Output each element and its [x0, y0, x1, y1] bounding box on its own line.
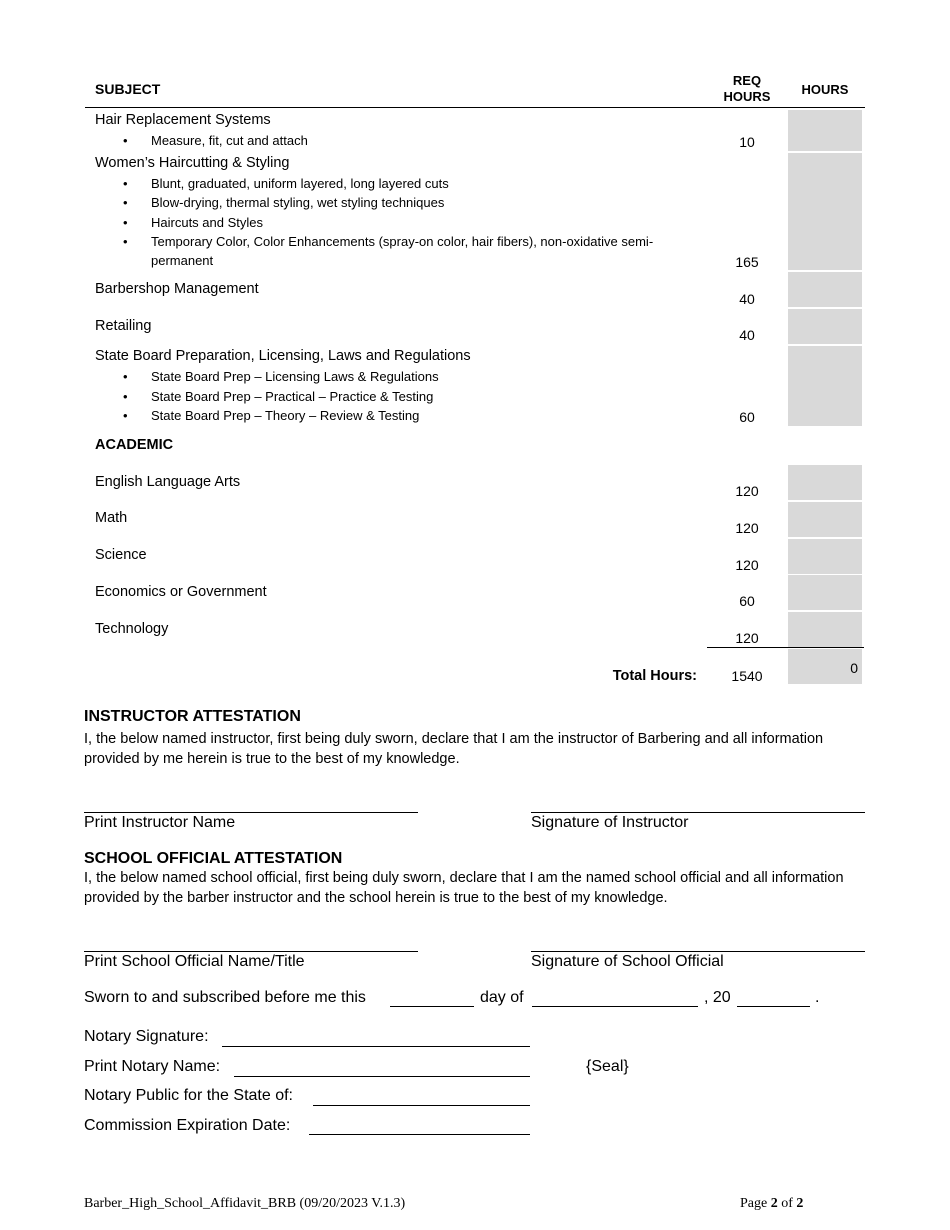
official-name-line[interactable] — [84, 951, 418, 952]
req-hours-value: 40 — [739, 327, 755, 343]
req-hours-value: 165 — [735, 254, 759, 270]
bullet-item: • Temporary Color, Color Enhancements (spray-on color, hair fibers), non-oxidative semi- — [151, 234, 653, 249]
subject-womens-haircutting: Women’s Haircutting & Styling — [95, 155, 290, 171]
bullet-item: • Haircuts and Styles — [151, 215, 263, 230]
bullet-item: • State Board Prep – Licensing Laws & Regulations — [151, 369, 439, 384]
subject-hair-replacement: Hair Replacement Systems — [95, 112, 271, 128]
instructor-name-line[interactable] — [84, 812, 418, 813]
subject-header: SUBJECT — [95, 81, 161, 97]
official-attestation-text: I, the below named school official, first being duly sworn, declare that I am the named school official and all information provided by the barber instructor and the school herein is true to the best of my knowledge. — [84, 870, 844, 906]
subject-science: Science — [95, 547, 147, 563]
req-hours-value: 120 — [735, 483, 759, 499]
hours-input-english[interactable] — [788, 465, 862, 500]
page-current: 2 — [770, 1196, 778, 1211]
commission-expiration-line[interactable] — [309, 1134, 530, 1135]
instructor-attestation-title: INSTRUCTOR ATTESTATION — [84, 708, 301, 725]
sworn-day-line[interactable] — [390, 1006, 474, 1007]
page-of: of — [777, 1196, 797, 1211]
page-total: 2 — [796, 1196, 804, 1211]
req-hours-value: 120 — [735, 520, 759, 536]
hours-input-math[interactable] — [788, 502, 862, 537]
bullet-item-continuation: permanent — [151, 253, 214, 268]
bullet-item: • State Board Prep – Theory – Review & Testing — [151, 408, 419, 423]
bullet-item: • Blunt, graduated, uniform layered, long layered cuts — [151, 176, 449, 191]
subject-economics: Economics or Government — [95, 584, 267, 600]
official-signature-label: Signature of School Official — [531, 953, 724, 970]
hours-header: HOURS — [801, 82, 849, 97]
req-hours-value: 120 — [735, 557, 759, 573]
footer-page-number — [740, 1196, 803, 1212]
hours-input-retailing[interactable] — [788, 309, 862, 344]
bullet-item: • Measure, fit, cut and attach — [151, 133, 308, 148]
total-divider — [707, 647, 864, 648]
total-hours-value: 0 — [850, 660, 858, 676]
sworn-month-line[interactable] — [532, 1006, 698, 1007]
total-req-hours: 1540 — [731, 668, 763, 684]
official-name-label: Print School Official Name/Title — [84, 953, 305, 970]
req-hours-header-line1: REQ — [732, 73, 762, 88]
header-divider — [85, 107, 865, 108]
subject-barbershop-management: Barbershop Management — [95, 281, 259, 297]
hours-input-womens-haircutting[interactable] — [788, 153, 862, 270]
req-hours-value: 40 — [739, 291, 755, 307]
instructor-attestation-text: I, the below named instructor, first being duly sworn, declare that I am the instructor of Barbering and all information provided by me herein is true to the best of my knowledge. — [84, 731, 824, 767]
sworn-prefix: Sworn to and subscribed before me this — [84, 989, 366, 1006]
subject-state-board: State Board Preparation, Licensing, Laws and Regulations — [95, 348, 471, 364]
official-signature-line[interactable] — [531, 951, 865, 952]
subject-retailing: Retailing — [95, 318, 152, 334]
notary-print-name-label: Print Notary Name: — [84, 1058, 221, 1075]
instructor-name-label: Print Instructor Name — [84, 814, 236, 831]
total-hours-field — [788, 649, 862, 684]
academic-header: ACADEMIC — [95, 437, 174, 453]
notary-state-label: Notary Public for the State of: — [84, 1087, 293, 1104]
total-hours-label: Total Hours: — [612, 668, 697, 684]
hours-input-science[interactable] — [788, 539, 862, 574]
official-attestation-title: SCHOOL OFFICIAL ATTESTATION — [84, 850, 343, 867]
req-hours-header — [707, 73, 787, 105]
hours-input-state-board[interactable] — [788, 346, 862, 426]
instructor-signature-line[interactable] — [531, 812, 865, 813]
hours-input-barbershop-management[interactable] — [788, 272, 862, 307]
subject-math: Math — [95, 510, 128, 526]
subject-technology: Technology — [95, 621, 169, 637]
req-hours-header-line2: HOURS — [723, 89, 771, 104]
sworn-day-of: day of — [480, 989, 524, 1006]
bullet-item: • State Board Prep – Practical – Practice & Testing — [151, 389, 433, 404]
sworn-period: . — [815, 989, 820, 1006]
hours-input-hair-replacement[interactable] — [788, 110, 862, 151]
req-hours-value: 120 — [735, 630, 759, 646]
seal-placeholder: {Seal} — [586, 1058, 629, 1075]
sworn-year-line[interactable] — [737, 1006, 810, 1007]
bullet-item: • Blow-drying, thermal styling, wet styling techniques — [151, 195, 444, 210]
req-hours-value: 10 — [739, 134, 755, 150]
hours-input-technology[interactable] — [788, 612, 862, 647]
sworn-year-prefix: , 20 — [704, 989, 731, 1006]
commission-expiration-label: Commission Expiration Date: — [84, 1117, 291, 1134]
notary-signature-line[interactable] — [222, 1046, 530, 1047]
hours-input-economics[interactable] — [788, 575, 862, 610]
footer-doc-id: Barber_High_School_Affidavit_BRB (09/20/2023 V.1.3) — [84, 1196, 406, 1211]
req-hours-value: 60 — [739, 593, 755, 609]
notary-signature-label: Notary Signature: — [84, 1028, 209, 1045]
notary-print-name-line[interactable] — [234, 1076, 530, 1077]
req-hours-value: 60 — [739, 409, 755, 425]
instructor-signature-label: Signature of Instructor — [531, 814, 689, 831]
subject-english: English Language Arts — [95, 474, 241, 490]
page-prefix: Page — [740, 1196, 771, 1211]
notary-state-line[interactable] — [313, 1105, 530, 1106]
